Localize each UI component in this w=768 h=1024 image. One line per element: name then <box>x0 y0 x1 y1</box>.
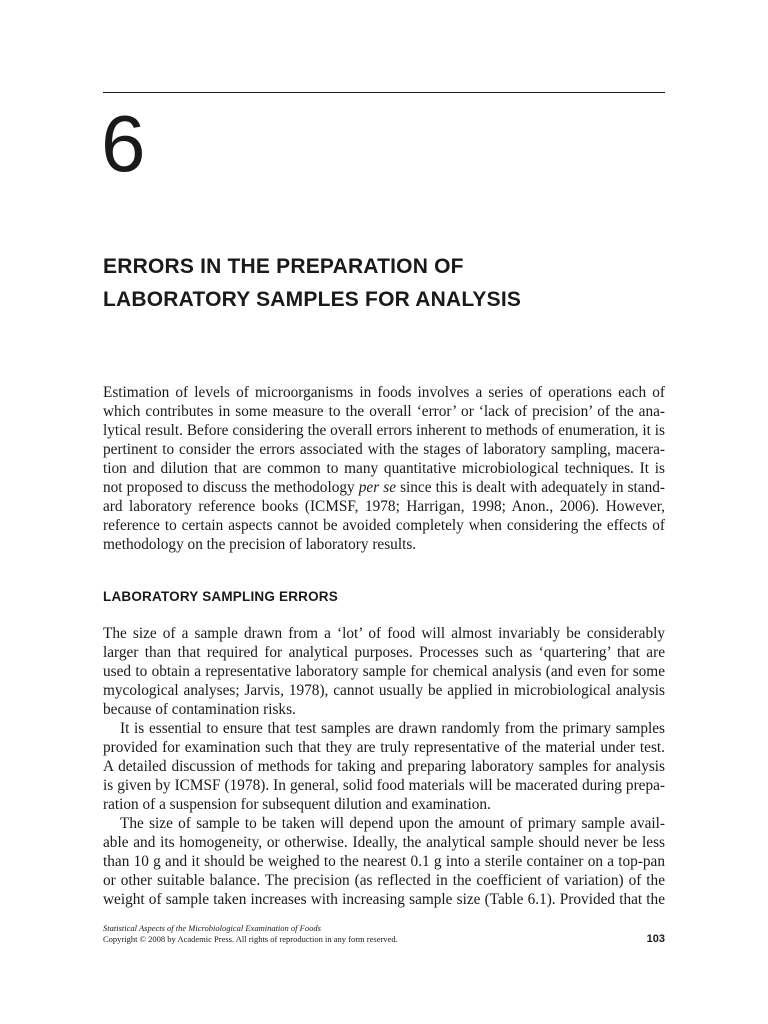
section-heading: LABORATORY SAMPLING ERRORS <box>103 589 338 604</box>
text-line: The size of a sample drawn from a ‘lot’ of food will almost invariably be considerably <box>103 625 665 642</box>
text-line: pertinent to consider the errors associated with the stages of laboratory sampling, macera- <box>103 441 665 458</box>
text-line: Estimation of levels of microorganisms in foods involves a series of operations each of <box>103 384 665 401</box>
text-line: used to obtain a representative laboratory sample for chemical analysis (and even for some <box>103 663 665 680</box>
text-line: provided for examination such that they are truly representative of the material under test. <box>103 739 665 756</box>
intro-paragraph <box>103 383 665 554</box>
footer-copyright: Copyright © 2008 by Academic Press. All rights of reproduction in any form reserved. <box>103 934 398 944</box>
chapter-number: 6 <box>101 99 145 188</box>
text-line: is given by ICMSF (1978). In general, solid food materials will be macerated during prepa- <box>103 777 665 794</box>
text-line: weight of sample taken increases with increasing sample size (Table 6.1). Provided that the <box>103 891 665 908</box>
text-line: A detailed discussion of methods for taking and preparing laboratory samples for analysis <box>103 758 665 775</box>
text-line: not proposed to discuss the methodology per se since this is dealt with adequately in stand- <box>103 479 665 496</box>
text-line: tion and dilution that are common to many quantitative microbiological techniques. It is <box>103 460 665 477</box>
text-line: because of contamination risks. <box>103 701 296 718</box>
text-line: reference to certain aspects cannot be avoided completely when considering the effects of <box>103 517 665 534</box>
text-line: ard laboratory reference books (ICMSF, 1978; Harrigan, 1998; Anon., 2006). However, <box>103 498 665 515</box>
chapter-title-line: LABORATORY SAMPLES FOR ANALYSIS <box>103 288 522 311</box>
text-line: It is essential to ensure that test samples are drawn randomly from the primary samples <box>120 720 665 737</box>
text-line: which contributes in some measure to the overall ‘error’ or ‘lack of precision’ of the ana- <box>103 403 665 420</box>
chapter-top-rule <box>103 92 665 93</box>
chapter-title <box>103 250 665 316</box>
text-line: larger than that required for analytical purposes. Processes such as ‘quartering’ that are <box>103 644 665 661</box>
page-footer <box>103 923 398 945</box>
text-line: or other suitable balance. The precision (as reflected in the coefficient of variation) of the <box>103 872 665 889</box>
section-body <box>103 624 665 909</box>
text-line: able and its homogeneity, or otherwise. Ideally, the analytical sample should never be less <box>103 834 665 851</box>
text-line: The size of sample to be taken will depend upon the amount of primary sample avail- <box>120 815 665 832</box>
chapter-title-line: ERRORS IN THE PREPARATION OF <box>103 255 464 278</box>
text-line: than 10 g and it should be weighed to the nearest 0.1 g into a sterile container on a top-pan <box>103 853 665 870</box>
text-line: methodology on the precision of laboratory results. <box>103 536 417 553</box>
text-line: lytical result. Before considering the overall errors inherent to methods of enumeration, it is <box>103 422 665 439</box>
footer-book-title: Statistical Aspects of the Microbiological Examination of Foods <box>103 923 321 933</box>
page-number: 103 <box>646 933 665 945</box>
italic-phrase: per se <box>358 479 396 496</box>
text-line: ration of a suspension for subsequent dilution and examination. <box>103 796 491 813</box>
text-line: mycological analyses; Jarvis, 1978), cannot usually be applied in microbiological analysis <box>103 682 665 699</box>
